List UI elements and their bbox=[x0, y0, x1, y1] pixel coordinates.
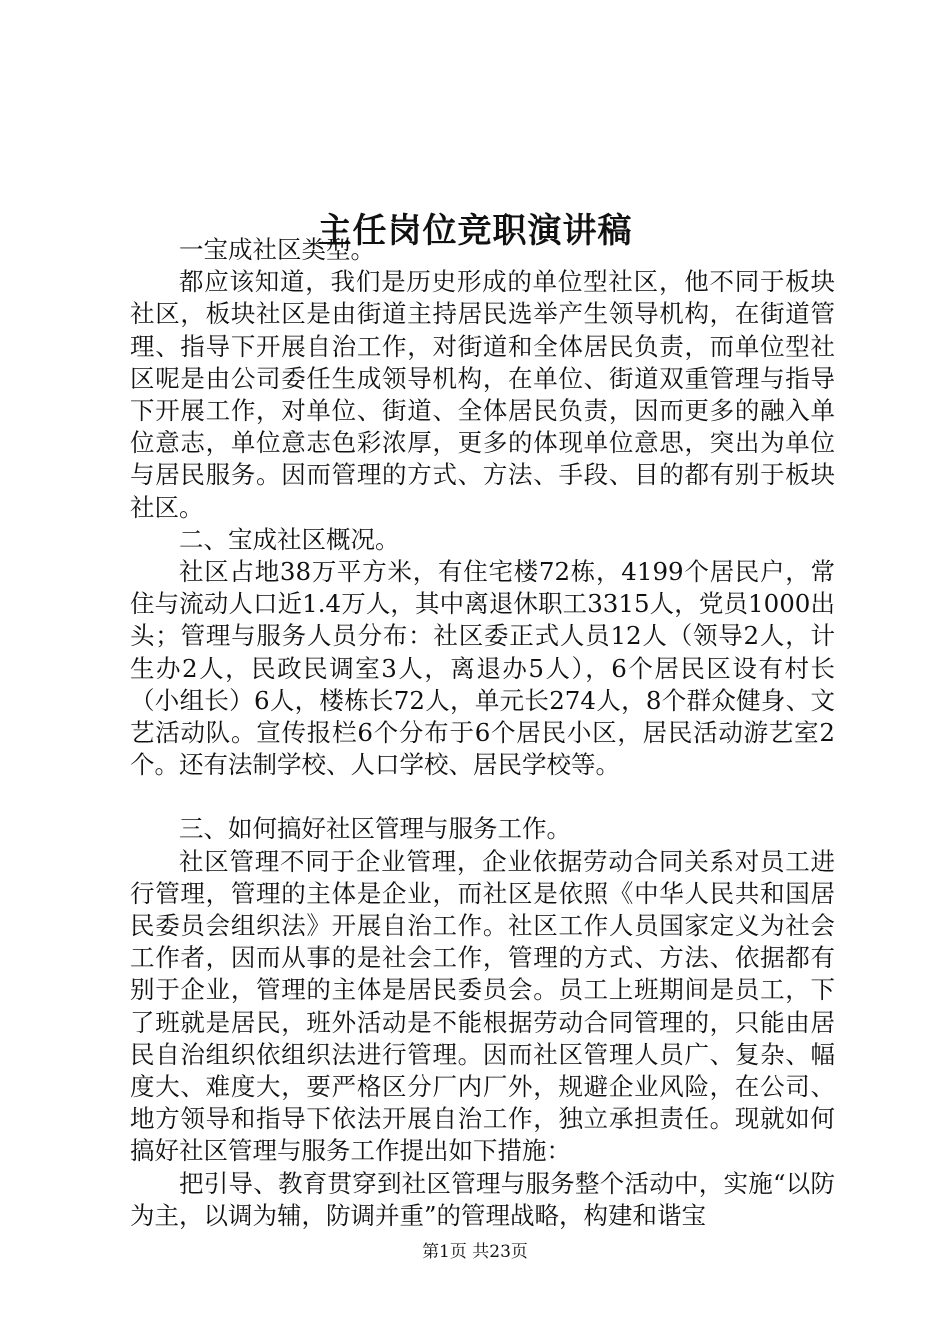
section-heading-1: 一宝成社区类型。 bbox=[179, 235, 375, 264]
paragraph-community-type: 都应该知道，我们是历史形成的单位型社区，他不同于板块社区，板块社区是由街道主持居民选举产生领导机构，在街道管理、指导下开展自治工作，对街道和全体居民负责，而单位型社区呢是由公司委任生成领导机构，在单位、街道双重管理与指导下开展工作，对单位、街道、全体居民负责，因而更多的融入单位意志，单位意志色彩浓厚，更多的体现单位意思，突出为单位与居民服务。因而管理的方式、方法、手段、目的都有别于板块社区。 bbox=[130, 267, 835, 522]
paragraph-measures: 把引导、教育贯穿到社区管理与服务整个活动中，实施“以防为主，以调为辅，防调并重”的管理战略，构建和谐宝 bbox=[130, 1168, 835, 1230]
paragraph-community-overview: 社区占地38万平方米，有住宅楼72栋，4199个居民户，常住与流动人口近1.4万人，其中离退休职工3315人，党员1000出头；管理与服务人员分布：社区委正式人员12人（领导2人，计生办2人，民政民调室3人，离退办5人），6个居民区设有村长（小组长）6人，楼栋长72人，单元长274人，8个群众健身、文艺活动队。宣传报栏6个分布于6个居民小区，居民活动游艺室2个。还有法制学校、人口学校、居民学校等。 bbox=[130, 557, 835, 780]
paragraph-management: 社区管理不同于企业管理，企业依据劳动合同关系对员工进行管理，管理的主体是企业，而社区是依照《中华人民共和国居民委员会组织法》开展自治工作。社区工作人员国家定义为社会工作者，因而从事的是社会工作，管理的方式、方法、依据都有别于企业，管理的主体是居民委员会。员工上班期间是员工，下了班就是居民，班外活动是不能根据劳动合同管理的，只能由居民自治组织依组织法进行管理。因而社区管理人员广、复杂、幅度大、难度大，要严格区分厂内厂外，规避企业风险，在公司、地方领导和指导下依法开展自治工作，独立承担责任。现就如何搞好社区管理与服务工作提出如下措施： bbox=[130, 846, 835, 1166]
section-heading-3: 三、如何搞好社区管理与服务工作。 bbox=[179, 814, 571, 844]
paragraph-gap bbox=[130, 781, 835, 813]
document-body bbox=[130, 234, 835, 1232]
document-title: 主任岗位竞职演讲稿 bbox=[317, 210, 633, 251]
page-footer: 第1页 共23页 bbox=[422, 1242, 528, 1262]
section-heading-2: 二、宝成社区概况。 bbox=[179, 524, 400, 554]
